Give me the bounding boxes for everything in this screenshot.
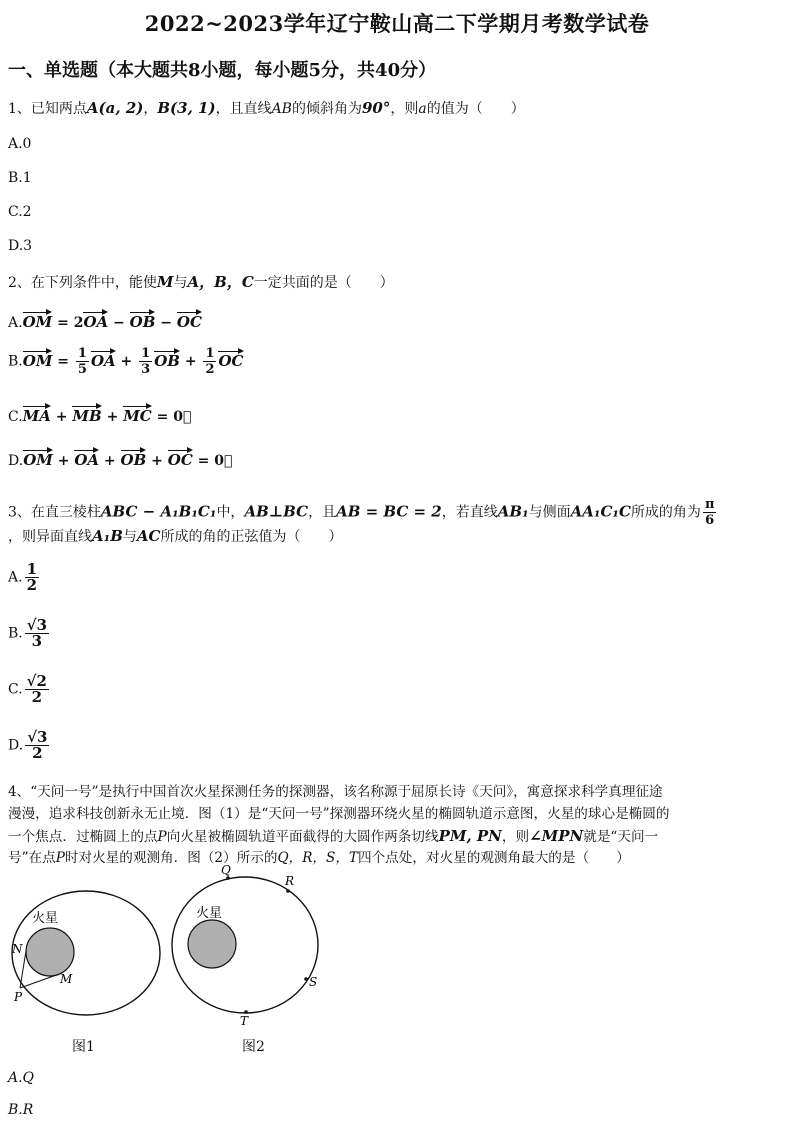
option-label: D. <box>8 737 24 754</box>
q3-text: 所成的角为 <box>630 504 701 521</box>
q4-text: 号”在点 <box>8 850 56 866</box>
page-title: 2022~2023学年辽宁鞍山高二下学期月考数学试卷 <box>144 11 650 36</box>
option-label: B. <box>8 625 23 642</box>
point-q-label: Q <box>221 863 231 877</box>
tangent-lines: PM, PN <box>438 827 502 845</box>
numerator: 1 <box>26 560 37 578</box>
q3-text: ，若直线 <box>441 504 498 521</box>
numerator: √3 <box>27 728 48 746</box>
q1-option-b[interactable]: B.1 <box>8 170 32 186</box>
fraction <box>25 674 49 705</box>
numerator: π <box>704 497 715 512</box>
angle-fraction <box>703 497 717 528</box>
point-a: A(a, 2) <box>86 99 144 117</box>
q4-text: 四个点处，对火星的观测角最大的是（ ） <box>358 850 630 866</box>
variable-a: a <box>418 101 427 117</box>
mars-circle <box>26 928 74 976</box>
numerator: 1 <box>141 346 151 361</box>
q2-text: 与 <box>173 275 188 291</box>
question-3-line-1 <box>8 497 786 528</box>
vector-om: OM <box>23 310 53 331</box>
angle-mpn: ∠MPN <box>529 827 584 845</box>
q2-option-d[interactable]: D.OM + OA + OB + OC = 0⃗ <box>8 448 232 469</box>
fraction <box>76 346 89 377</box>
angle-value: 90° <box>361 99 391 117</box>
q3-option-b[interactable] <box>8 618 51 649</box>
vector-oc: OC <box>168 448 193 469</box>
question-4-line-2: 漫漫，追求科技创新永无止境．图（1）是“天问一号”探测器环绕火星的椭圆轨道示意图，火星的球心是椭圆的 <box>8 806 670 822</box>
fraction <box>139 346 152 377</box>
q3-option-d[interactable] <box>8 730 51 761</box>
fraction <box>25 562 39 593</box>
q1-text: ，且直线 <box>215 101 272 117</box>
vector-oc: OC <box>177 310 202 331</box>
figure-2-orbit <box>166 862 326 1032</box>
denominator: 2 <box>26 576 37 594</box>
denominator: 2 <box>205 362 215 377</box>
q4-text: 就是“天问一 <box>583 829 659 845</box>
q1-text: 的值为（ ） <box>426 101 525 117</box>
question-4-line-1: 4、“天问一号”是执行中国首次火星探测任务的探测器，该名称源于屈原长诗《天问》，寓意探求科学真理征途 <box>8 784 663 800</box>
q3-option-c[interactable] <box>8 674 51 705</box>
vector-ob: OB <box>130 310 156 331</box>
figure-1-orbit <box>6 885 166 1025</box>
q3-option-a[interactable] <box>8 562 41 593</box>
mars-label: 火星 <box>196 906 223 921</box>
q1-option-c[interactable]: C.2 <box>8 204 32 220</box>
q2-text: 2、在下列条件中，能使 <box>8 275 157 291</box>
vector-ma: MA <box>23 404 51 425</box>
zero-vector: 0⃗ <box>173 409 192 425</box>
q2-option-b[interactable]: B.OM = $\frac{1}{5}$ OA + $\frac{1}{3}$ OB + $\frac{1}{2}$ OC <box>8 346 244 377</box>
q3-text: ，且 <box>308 504 337 521</box>
point-p: P <box>157 829 167 845</box>
question-4-line-3 <box>8 826 786 847</box>
q3-text: 所成的角的正弦值为（ ） <box>160 529 343 545</box>
vector-om: OM <box>23 349 53 370</box>
q1-text: 1、已知两点 <box>8 101 87 117</box>
vector-oa: OA <box>74 448 99 469</box>
point-t-label: T <box>240 1014 249 1028</box>
option-label: D. <box>8 453 24 469</box>
prism-name: ABC − A₁B₁C₁ <box>100 502 217 521</box>
face-aa1c1c: AA₁C₁C <box>570 502 631 521</box>
point-p: P <box>55 850 65 866</box>
question-3-line-2 <box>8 526 786 547</box>
numerator: 1 <box>77 346 87 361</box>
q4-option-b[interactable]: B.R <box>8 1102 34 1118</box>
fraction <box>25 618 49 649</box>
mars-circle <box>188 920 236 968</box>
point-n-label: N <box>12 942 23 956</box>
zero-vector: 0⃗ <box>214 453 233 469</box>
vector-oa: OA <box>91 349 116 370</box>
q3-text: ，则异面直线 <box>8 529 92 545</box>
q3-text: 3、在直三棱柱 <box>8 504 101 521</box>
denominator: 2 <box>32 744 43 762</box>
points-qrst: Q，R，S，T <box>277 850 358 866</box>
q1-option-d[interactable]: D.3 <box>8 238 33 254</box>
q4-text: 向火星被椭圆轨道平面截得的大圆作两条切线 <box>166 829 439 845</box>
denominator: 3 <box>31 632 43 650</box>
option-label: B. <box>8 353 23 370</box>
point-p-label: P <box>14 990 23 1004</box>
question-4-line-4 <box>8 848 786 868</box>
vector-om: OM <box>23 448 53 469</box>
vector-ob: OB <box>154 349 180 370</box>
q4-text: 一个焦点．过椭圆上的点 <box>8 829 158 845</box>
q4-option-a[interactable]: A.Q <box>8 1070 35 1086</box>
vector-ob: OB <box>121 448 147 469</box>
denominator: 3 <box>141 362 151 377</box>
vector-oc: OC <box>218 349 243 370</box>
section-heading: 一、单选题（本大题共8小题，每小题5分，共40分） <box>8 60 437 81</box>
fraction <box>25 730 49 761</box>
numerator: 1 <box>205 346 215 361</box>
line-ab1: AB₁ <box>497 502 529 521</box>
mars-label: 火星 <box>32 911 59 926</box>
point-r-label: R <box>285 874 295 888</box>
question-2 <box>8 272 786 293</box>
point-s <box>304 977 308 981</box>
option-label: A. <box>8 315 23 331</box>
question-1 <box>8 98 786 119</box>
tangent-pm <box>20 973 62 988</box>
denominator: 5 <box>77 362 87 377</box>
denominator: 2 <box>31 688 43 706</box>
q4-text: 时对火星的观测角．图（2）所示的 <box>64 850 278 866</box>
q2-option-a[interactable]: A.OM = 2OA − OB − OC <box>8 310 202 331</box>
length-equation: AB = BC = 2 <box>336 502 442 521</box>
fraction <box>203 346 216 377</box>
q2-text: 一定共面的是（ ） <box>253 275 394 291</box>
figure-2-caption: 图2 <box>242 1039 265 1055</box>
perpendicular-relation: AB⊥BC <box>244 502 309 521</box>
coefficient: 2 <box>73 315 84 331</box>
vector-oa: OA <box>83 310 108 331</box>
line-a1b: A₁B <box>92 527 123 545</box>
denominator: 6 <box>705 513 715 528</box>
vector-mc: MC <box>123 404 152 425</box>
point-r <box>286 889 290 893</box>
q1-text: 的倾斜角为 <box>291 101 362 117</box>
q4-text: ，则 <box>501 829 530 845</box>
q2-option-c[interactable]: C.MA + MB + MC = 0⃗ <box>8 404 191 425</box>
q3-text: 与 <box>122 529 137 545</box>
line-ab: AB <box>271 101 292 117</box>
option-label: C. <box>8 681 23 698</box>
q1-text: ，则 <box>390 101 419 117</box>
line-ac: AC <box>136 527 161 545</box>
numerator: √3 <box>26 616 48 634</box>
numerator: √2 <box>26 672 47 690</box>
vector-mb: MB <box>72 404 101 425</box>
point-b: B(3, 1) <box>157 99 216 117</box>
point-s-label: S <box>309 975 318 989</box>
q3-text: 与侧面 <box>528 504 571 521</box>
option-label: A. <box>8 569 23 586</box>
option-label: C. <box>8 409 23 425</box>
tangent-pn <box>20 951 26 988</box>
points-abc: A，B，C <box>187 273 254 291</box>
point-m: M <box>156 273 174 291</box>
q1-option-a[interactable]: A.0 <box>8 136 32 152</box>
point-m-label: M <box>60 972 73 986</box>
figure-1-caption: 图1 <box>72 1039 95 1055</box>
separator: ， <box>143 101 158 117</box>
q3-text: 中， <box>216 504 245 521</box>
